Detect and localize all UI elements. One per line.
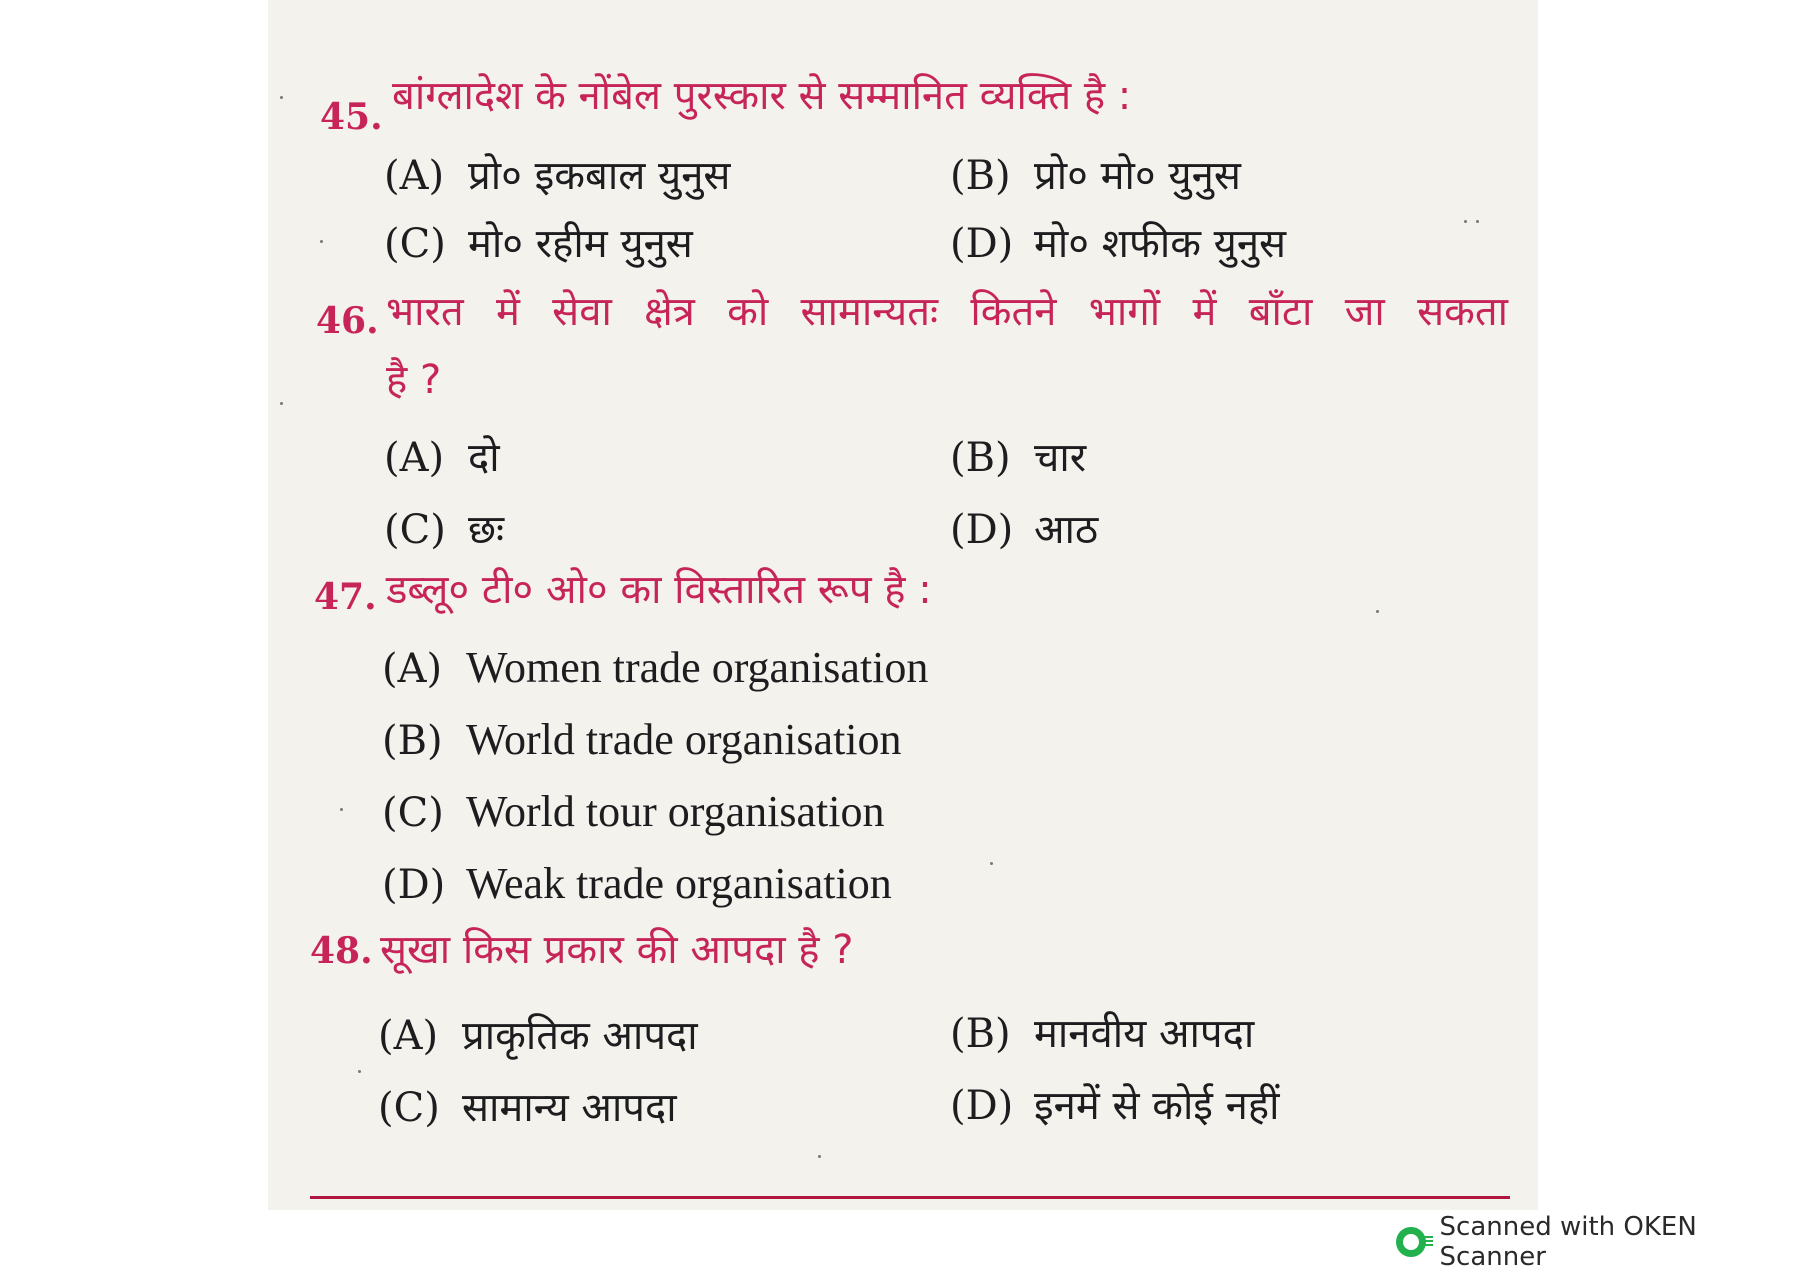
option-text: प्रो० इकबाल युनुस — [468, 153, 731, 199]
scanner-watermark — [1396, 1212, 1800, 1272]
option-letter: (A) — [382, 646, 443, 692]
question-text-continued: है ? — [386, 357, 442, 403]
question-text: बांग्लादेश के नोंबेल पुरस्कार से सम्मानित व्यक्ति है : — [392, 73, 1132, 119]
option-letter: (C) — [382, 790, 444, 836]
print-speck — [1476, 220, 1479, 223]
option-letter: (B) — [950, 435, 1011, 481]
option-letter: (D) — [950, 507, 1014, 553]
print-speck — [990, 862, 993, 865]
option-text: इनमें से कोई नहीं — [1034, 1083, 1280, 1129]
option-text: Weak trade organisation — [466, 859, 892, 908]
option-letter: (C) — [378, 1085, 440, 1131]
question-text: भारत में सेवा क्षेत्र को सामान्यतः कितने भागों में बाँटा जा सकता — [386, 289, 1508, 335]
option-letter: (D) — [950, 221, 1014, 267]
print-speck — [818, 1155, 821, 1158]
option-b[interactable] — [950, 428, 1086, 483]
option-letter: (A) — [378, 1013, 439, 1059]
option-letter: (B) — [950, 1011, 1011, 1057]
question-number: 46. — [316, 300, 379, 342]
option-letter: (C) — [384, 221, 446, 267]
option-letter: (B) — [382, 718, 443, 764]
option-text: मानवीय आपदा — [1034, 1011, 1255, 1057]
option-a[interactable] — [378, 1006, 698, 1061]
option-letter: (B) — [950, 153, 1011, 199]
print-speck — [320, 240, 323, 243]
option-d[interactable] — [950, 500, 1098, 555]
option-letter: (A) — [384, 435, 445, 481]
option-d[interactable] — [382, 858, 892, 909]
print-speck — [280, 96, 283, 99]
option-b[interactable] — [950, 1004, 1254, 1059]
print-speck — [340, 808, 343, 811]
question-text: सूखा किस प्रकार की आपदा है ? — [380, 927, 854, 973]
option-text: मो० शफीक युनुस — [1034, 221, 1287, 267]
option-text: प्राकृतिक आपदा — [462, 1013, 698, 1059]
option-c[interactable] — [378, 1078, 677, 1133]
option-text: सामान्य आपदा — [462, 1085, 677, 1131]
question-number: 47. — [314, 576, 377, 618]
option-letter: (D) — [950, 1083, 1014, 1129]
question-number: 48. — [310, 930, 373, 972]
option-a[interactable] — [384, 146, 730, 201]
option-letter: (C) — [384, 507, 446, 553]
option-d[interactable] — [950, 214, 1286, 269]
question-text: डब्लू० टी० ओ० का विस्तारित रूप है : — [386, 567, 932, 613]
option-text: छः — [468, 507, 505, 553]
option-text: Women trade organisation — [466, 643, 929, 692]
print-speck — [1464, 220, 1467, 223]
option-b[interactable] — [950, 146, 1241, 201]
option-text: World tour organisation — [466, 787, 885, 836]
option-text: दो — [468, 435, 500, 481]
option-text: चार — [1034, 435, 1087, 481]
page-bottom-rule — [310, 1196, 1510, 1199]
print-speck — [1376, 610, 1379, 613]
option-text: प्रो० मो० युनुस — [1034, 153, 1241, 199]
watermark-text: Scanned with OKEN Scanner — [1439, 1212, 1697, 1272]
option-c[interactable] — [382, 786, 884, 837]
question-number: 45. — [320, 96, 383, 138]
option-b[interactable] — [382, 714, 902, 765]
option-letter: (D) — [382, 862, 446, 908]
oken-scanner-logo-icon — [1396, 1227, 1426, 1257]
option-d[interactable] — [950, 1076, 1279, 1131]
option-a[interactable] — [384, 428, 500, 483]
option-text: World trade organisation — [466, 715, 902, 764]
option-c[interactable] — [384, 214, 693, 269]
option-a[interactable] — [382, 642, 928, 693]
print-speck — [280, 402, 283, 405]
option-text: आठ — [1034, 507, 1099, 553]
option-letter: (A) — [384, 153, 445, 199]
option-c[interactable] — [384, 500, 504, 555]
option-text: मो० रहीम युनुस — [468, 221, 693, 267]
print-speck — [358, 1070, 361, 1073]
